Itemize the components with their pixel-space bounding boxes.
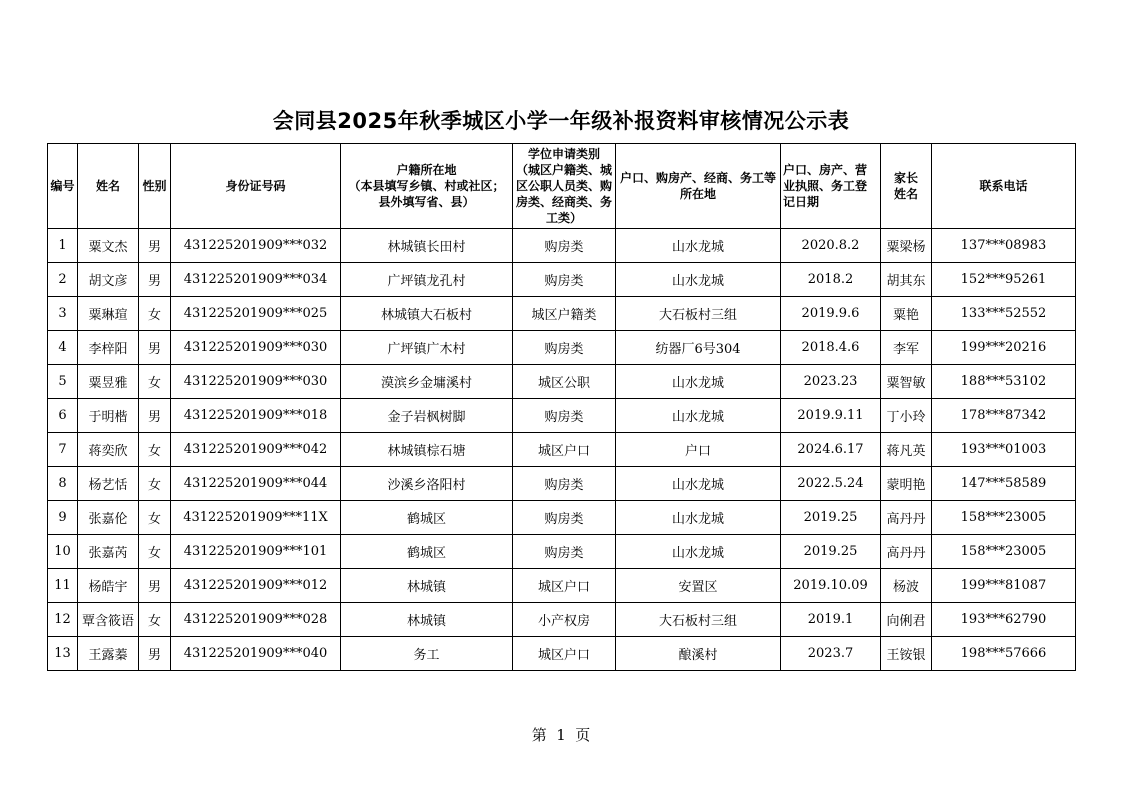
cell-date: 2019.25 (781, 535, 881, 569)
cell-date: 2018.4.6 (781, 331, 881, 365)
cell-phone: 193***62790 (932, 603, 1076, 637)
cell-gender: 女 (139, 535, 171, 569)
table-row (48, 229, 1076, 263)
cell-category: 购房类 (513, 535, 616, 569)
cell-id-number: 431225201909***030 (171, 331, 341, 365)
header-household: 户籍所在地 （本县填写乡镇、村或社区；县外填写省、县） (341, 144, 513, 229)
cell-date: 2018.2 (781, 263, 881, 297)
cell-date: 2019.9.11 (781, 399, 881, 433)
review-table (47, 143, 1076, 671)
cell-category: 购房类 (513, 263, 616, 297)
cell-category: 城区户籍类 (513, 297, 616, 331)
cell-date: 2019.10.09 (781, 569, 881, 603)
cell-category: 城区户口 (513, 637, 616, 671)
cell-household: 鹤城区 (341, 535, 513, 569)
cell-no: 7 (48, 433, 78, 467)
cell-phone: 137***08983 (932, 229, 1076, 263)
cell-household: 广坪镇龙孔村 (341, 263, 513, 297)
cell-no: 1 (48, 229, 78, 263)
cell-location: 大石板村三组 (616, 603, 781, 637)
cell-location: 山水龙城 (616, 467, 781, 501)
cell-gender: 女 (139, 501, 171, 535)
cell-date: 2022.5.24 (781, 467, 881, 501)
header-category: 学位申请类别 （城区户籍类、城区公职人员类、购房类、经商类、务工类） (513, 144, 616, 229)
cell-parent-name: 蒋凡英 (881, 433, 932, 467)
cell-parent-name: 高丹丹 (881, 501, 932, 535)
cell-category: 城区公职 (513, 365, 616, 399)
cell-parent-name: 粟智敏 (881, 365, 932, 399)
cell-name: 张嘉伦 (78, 501, 139, 535)
cell-id-number: 431225201909***040 (171, 637, 341, 671)
cell-id-number: 431225201909***032 (171, 229, 341, 263)
table-row (48, 501, 1076, 535)
cell-parent-name: 丁小玲 (881, 399, 932, 433)
cell-category: 购房类 (513, 467, 616, 501)
cell-name: 胡文彦 (78, 263, 139, 297)
cell-phone: 178***87342 (932, 399, 1076, 433)
cell-gender: 女 (139, 467, 171, 501)
cell-name: 粟文杰 (78, 229, 139, 263)
cell-phone: 188***53102 (932, 365, 1076, 399)
cell-no: 6 (48, 399, 78, 433)
page-number: 第 1 页 (531, 726, 591, 744)
cell-gender: 男 (139, 229, 171, 263)
cell-household: 鹤城区 (341, 501, 513, 535)
cell-no: 2 (48, 263, 78, 297)
header-id: 身份证号码 (171, 144, 341, 229)
cell-date: 2019.25 (781, 501, 881, 535)
header-name: 姓名 (78, 144, 139, 229)
cell-phone: 152***95261 (932, 263, 1076, 297)
cell-id-number: 431225201909***030 (171, 365, 341, 399)
cell-gender: 男 (139, 569, 171, 603)
cell-date: 2024.6.17 (781, 433, 881, 467)
table-row (48, 535, 1076, 569)
cell-no: 3 (48, 297, 78, 331)
cell-category: 城区户口 (513, 569, 616, 603)
cell-location: 户口 (616, 433, 781, 467)
cell-phone: 199***20216 (932, 331, 1076, 365)
cell-category: 购房类 (513, 501, 616, 535)
table-row (48, 297, 1076, 331)
cell-household: 林城镇棕石塘 (341, 433, 513, 467)
cell-parent-name: 向俐君 (881, 603, 932, 637)
cell-parent-name: 粟梁杨 (881, 229, 932, 263)
cell-gender: 男 (139, 399, 171, 433)
cell-date: 2023.23 (781, 365, 881, 399)
cell-household: 广坪镇广木村 (341, 331, 513, 365)
cell-no: 11 (48, 569, 78, 603)
cell-phone: 199***81087 (932, 569, 1076, 603)
cell-id-number: 431225201909***11X (171, 501, 341, 535)
cell-category: 购房类 (513, 399, 616, 433)
cell-category: 购房类 (513, 229, 616, 263)
table-body (48, 229, 1076, 671)
cell-household: 林城镇 (341, 603, 513, 637)
cell-no: 10 (48, 535, 78, 569)
cell-location: 山水龙城 (616, 365, 781, 399)
cell-name: 杨皓宇 (78, 569, 139, 603)
cell-parent-name: 李军 (881, 331, 932, 365)
cell-name: 王露蓁 (78, 637, 139, 671)
cell-name: 李梓阳 (78, 331, 139, 365)
cell-no: 5 (48, 365, 78, 399)
cell-location: 安置区 (616, 569, 781, 603)
table-row (48, 263, 1076, 297)
cell-parent-name: 高丹丹 (881, 535, 932, 569)
cell-parent-name: 王铵银 (881, 637, 932, 671)
cell-phone: 147***58589 (932, 467, 1076, 501)
cell-date: 2019.9.6 (781, 297, 881, 331)
cell-date: 2019.1 (781, 603, 881, 637)
header-gender: 性别 (139, 144, 171, 229)
cell-location: 酿溪村 (616, 637, 781, 671)
cell-gender: 女 (139, 603, 171, 637)
cell-id-number: 431225201909***034 (171, 263, 341, 297)
cell-gender: 女 (139, 433, 171, 467)
header-no: 编号 (48, 144, 78, 229)
cell-parent-name: 胡其东 (881, 263, 932, 297)
cell-no: 9 (48, 501, 78, 535)
cell-no: 13 (48, 637, 78, 671)
cell-household: 务工 (341, 637, 513, 671)
table-row (48, 399, 1076, 433)
cell-location: 纺器厂6号304 (616, 331, 781, 365)
cell-household: 林城镇长田村 (341, 229, 513, 263)
cell-category: 小产权房 (513, 603, 616, 637)
cell-location: 山水龙城 (616, 229, 781, 263)
cell-gender: 女 (139, 297, 171, 331)
cell-household: 漠滨乡金墉溪村 (341, 365, 513, 399)
cell-name: 于明楷 (78, 399, 139, 433)
cell-no: 4 (48, 331, 78, 365)
header-location: 户口、购房产、经商、务工等 所在地 (616, 144, 781, 229)
cell-location: 山水龙城 (616, 263, 781, 297)
cell-location: 山水龙城 (616, 501, 781, 535)
table-row (48, 467, 1076, 501)
cell-id-number: 431225201909***028 (171, 603, 341, 637)
header-parent: 家长 姓名 (881, 144, 932, 229)
cell-location: 大石板村三组 (616, 297, 781, 331)
cell-location: 山水龙城 (616, 399, 781, 433)
cell-household: 林城镇 (341, 569, 513, 603)
cell-gender: 女 (139, 365, 171, 399)
page-title: 会同县2025年秋季城区小学一年级补报资料审核情况公示表 (272, 109, 850, 133)
cell-date: 2023.7 (781, 637, 881, 671)
table-row (48, 365, 1076, 399)
cell-id-number: 431225201909***025 (171, 297, 341, 331)
cell-category: 购房类 (513, 331, 616, 365)
cell-name: 粟琳瑄 (78, 297, 139, 331)
cell-phone: 133***52552 (932, 297, 1076, 331)
cell-id-number: 431225201909***042 (171, 433, 341, 467)
cell-phone: 158***23005 (932, 501, 1076, 535)
cell-parent-name: 粟艳 (881, 297, 932, 331)
cell-name: 粟昱雅 (78, 365, 139, 399)
table-row (48, 433, 1076, 467)
cell-name: 蒋奕欣 (78, 433, 139, 467)
cell-parent-name: 蒙明艳 (881, 467, 932, 501)
cell-id-number: 431225201909***018 (171, 399, 341, 433)
cell-gender: 男 (139, 263, 171, 297)
cell-household: 金子岩枫树脚 (341, 399, 513, 433)
cell-date: 2020.8.2 (781, 229, 881, 263)
cell-household: 沙溪乡洛阳村 (341, 467, 513, 501)
cell-name: 张嘉芮 (78, 535, 139, 569)
table-row (48, 569, 1076, 603)
cell-gender: 男 (139, 637, 171, 671)
cell-phone: 158***23005 (932, 535, 1076, 569)
header-date: 户口、房产、营业执照、务工登记日期 (781, 144, 881, 229)
table-row (48, 603, 1076, 637)
cell-household: 林城镇大石板村 (341, 297, 513, 331)
cell-no: 12 (48, 603, 78, 637)
cell-category: 城区户口 (513, 433, 616, 467)
cell-location: 山水龙城 (616, 535, 781, 569)
table-row (48, 637, 1076, 671)
table-header-row (48, 144, 1076, 229)
cell-gender: 男 (139, 331, 171, 365)
cell-name: 杨艺恬 (78, 467, 139, 501)
cell-phone: 198***57666 (932, 637, 1076, 671)
cell-id-number: 431225201909***101 (171, 535, 341, 569)
cell-id-number: 431225201909***044 (171, 467, 341, 501)
cell-no: 8 (48, 467, 78, 501)
header-phone: 联系电话 (932, 144, 1076, 229)
cell-phone: 193***01003 (932, 433, 1076, 467)
cell-id-number: 431225201909***012 (171, 569, 341, 603)
table-row (48, 331, 1076, 365)
cell-name: 覃含筱语 (78, 603, 139, 637)
cell-parent-name: 杨波 (881, 569, 932, 603)
